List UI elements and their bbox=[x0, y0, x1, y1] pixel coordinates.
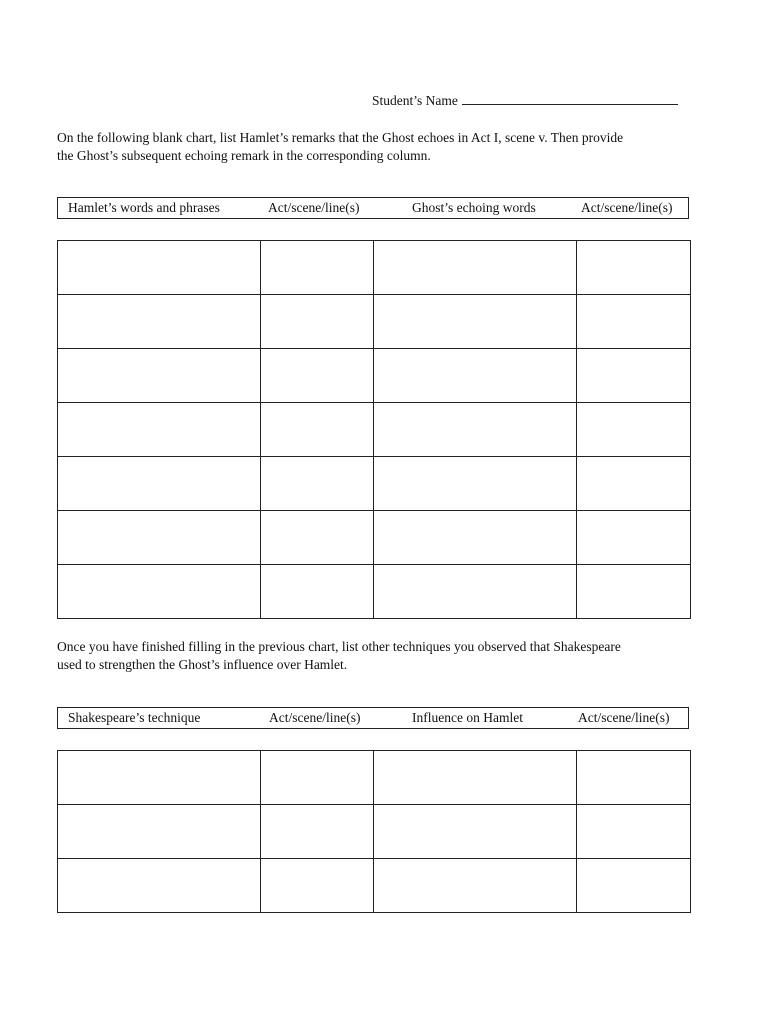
chart2-cell[interactable] bbox=[577, 859, 691, 913]
chart1-row bbox=[58, 565, 691, 619]
techniques-line-1: Once you have finished filling in the previous chart, list other techniques you observed that Shakespeare bbox=[57, 639, 621, 654]
instructions-line-2: the Ghost’s subsequent echoing remark in the corresponding column. bbox=[57, 148, 431, 163]
chart1-cell[interactable] bbox=[58, 295, 261, 349]
chart2-cell[interactable] bbox=[374, 751, 577, 805]
chart2-cell[interactable] bbox=[58, 751, 261, 805]
chart1-cell[interactable] bbox=[374, 241, 577, 295]
chart2-row bbox=[58, 751, 691, 805]
instructions-paragraph bbox=[57, 129, 707, 165]
chart1-cell[interactable] bbox=[58, 457, 261, 511]
chart1-row bbox=[58, 295, 691, 349]
chart1-cell[interactable] bbox=[374, 511, 577, 565]
chart2-row bbox=[58, 805, 691, 859]
chart1-col1-header: Hamlet’s words and phrases bbox=[68, 200, 220, 215]
chart2-col3-header: Influence on Hamlet bbox=[412, 710, 523, 725]
chart2-col4-header: Act/scene/line(s) bbox=[578, 710, 670, 725]
chart1-table bbox=[57, 240, 691, 619]
chart1-cell[interactable] bbox=[374, 403, 577, 457]
chart1-cell[interactable] bbox=[374, 457, 577, 511]
chart2-cell[interactable] bbox=[374, 805, 577, 859]
instructions-line-1: On the following blank chart, list Hamlet’s remarks that the Ghost echoes in Act I, scene v. Then provide bbox=[57, 130, 624, 145]
chart1-cell[interactable] bbox=[261, 457, 374, 511]
chart1-cell[interactable] bbox=[577, 511, 691, 565]
chart2-row bbox=[58, 859, 691, 913]
chart1-header bbox=[57, 197, 689, 219]
chart1-cell[interactable] bbox=[374, 295, 577, 349]
chart2-cell[interactable] bbox=[58, 859, 261, 913]
chart1-cell[interactable] bbox=[374, 565, 577, 619]
chart1-cell[interactable] bbox=[261, 241, 374, 295]
student-name-blank[interactable] bbox=[462, 92, 678, 105]
chart2-cell[interactable] bbox=[261, 859, 374, 913]
chart1-cell[interactable] bbox=[58, 241, 261, 295]
chart1-cell[interactable] bbox=[577, 295, 691, 349]
chart1-cell[interactable] bbox=[58, 565, 261, 619]
chart1-cell[interactable] bbox=[261, 511, 374, 565]
chart1-row bbox=[58, 403, 691, 457]
chart2-cell[interactable] bbox=[58, 805, 261, 859]
chart1-cell[interactable] bbox=[374, 349, 577, 403]
chart1-row bbox=[58, 511, 691, 565]
chart2-table bbox=[57, 750, 691, 913]
techniques-paragraph bbox=[57, 638, 707, 674]
chart1-row bbox=[58, 457, 691, 511]
techniques-line-2: used to strengthen the Ghost’s influence over Hamlet. bbox=[57, 657, 348, 672]
chart1-col3-header: Ghost’s echoing words bbox=[412, 200, 536, 215]
chart2-cell[interactable] bbox=[374, 859, 577, 913]
chart1-col2-header: Act/scene/line(s) bbox=[268, 200, 360, 215]
chart2-cell[interactable] bbox=[577, 805, 691, 859]
chart1-cell[interactable] bbox=[577, 403, 691, 457]
chart1-cell[interactable] bbox=[58, 403, 261, 457]
student-name-field[interactable] bbox=[372, 92, 678, 109]
chart1-cell[interactable] bbox=[577, 241, 691, 295]
chart1-cell[interactable] bbox=[261, 295, 374, 349]
chart2-col2-header: Act/scene/line(s) bbox=[269, 710, 361, 725]
chart2-cell[interactable] bbox=[261, 751, 374, 805]
chart2-cell[interactable] bbox=[577, 751, 691, 805]
chart1-cell[interactable] bbox=[261, 349, 374, 403]
chart1-row bbox=[58, 241, 691, 295]
chart1-cell[interactable] bbox=[577, 457, 691, 511]
chart2-col1-header: Shakespeare’s technique bbox=[68, 710, 201, 725]
chart1-cell[interactable] bbox=[261, 403, 374, 457]
chart1-cell[interactable] bbox=[577, 349, 691, 403]
chart2-header bbox=[57, 707, 689, 729]
chart1-col4-header: Act/scene/line(s) bbox=[581, 200, 673, 215]
chart1-cell[interactable] bbox=[577, 565, 691, 619]
chart1-cell[interactable] bbox=[58, 349, 261, 403]
chart1-cell[interactable] bbox=[58, 511, 261, 565]
chart1-cell[interactable] bbox=[261, 565, 374, 619]
chart2-cell[interactable] bbox=[261, 805, 374, 859]
student-name-label: Student’s Name bbox=[372, 93, 458, 108]
chart1-row bbox=[58, 349, 691, 403]
